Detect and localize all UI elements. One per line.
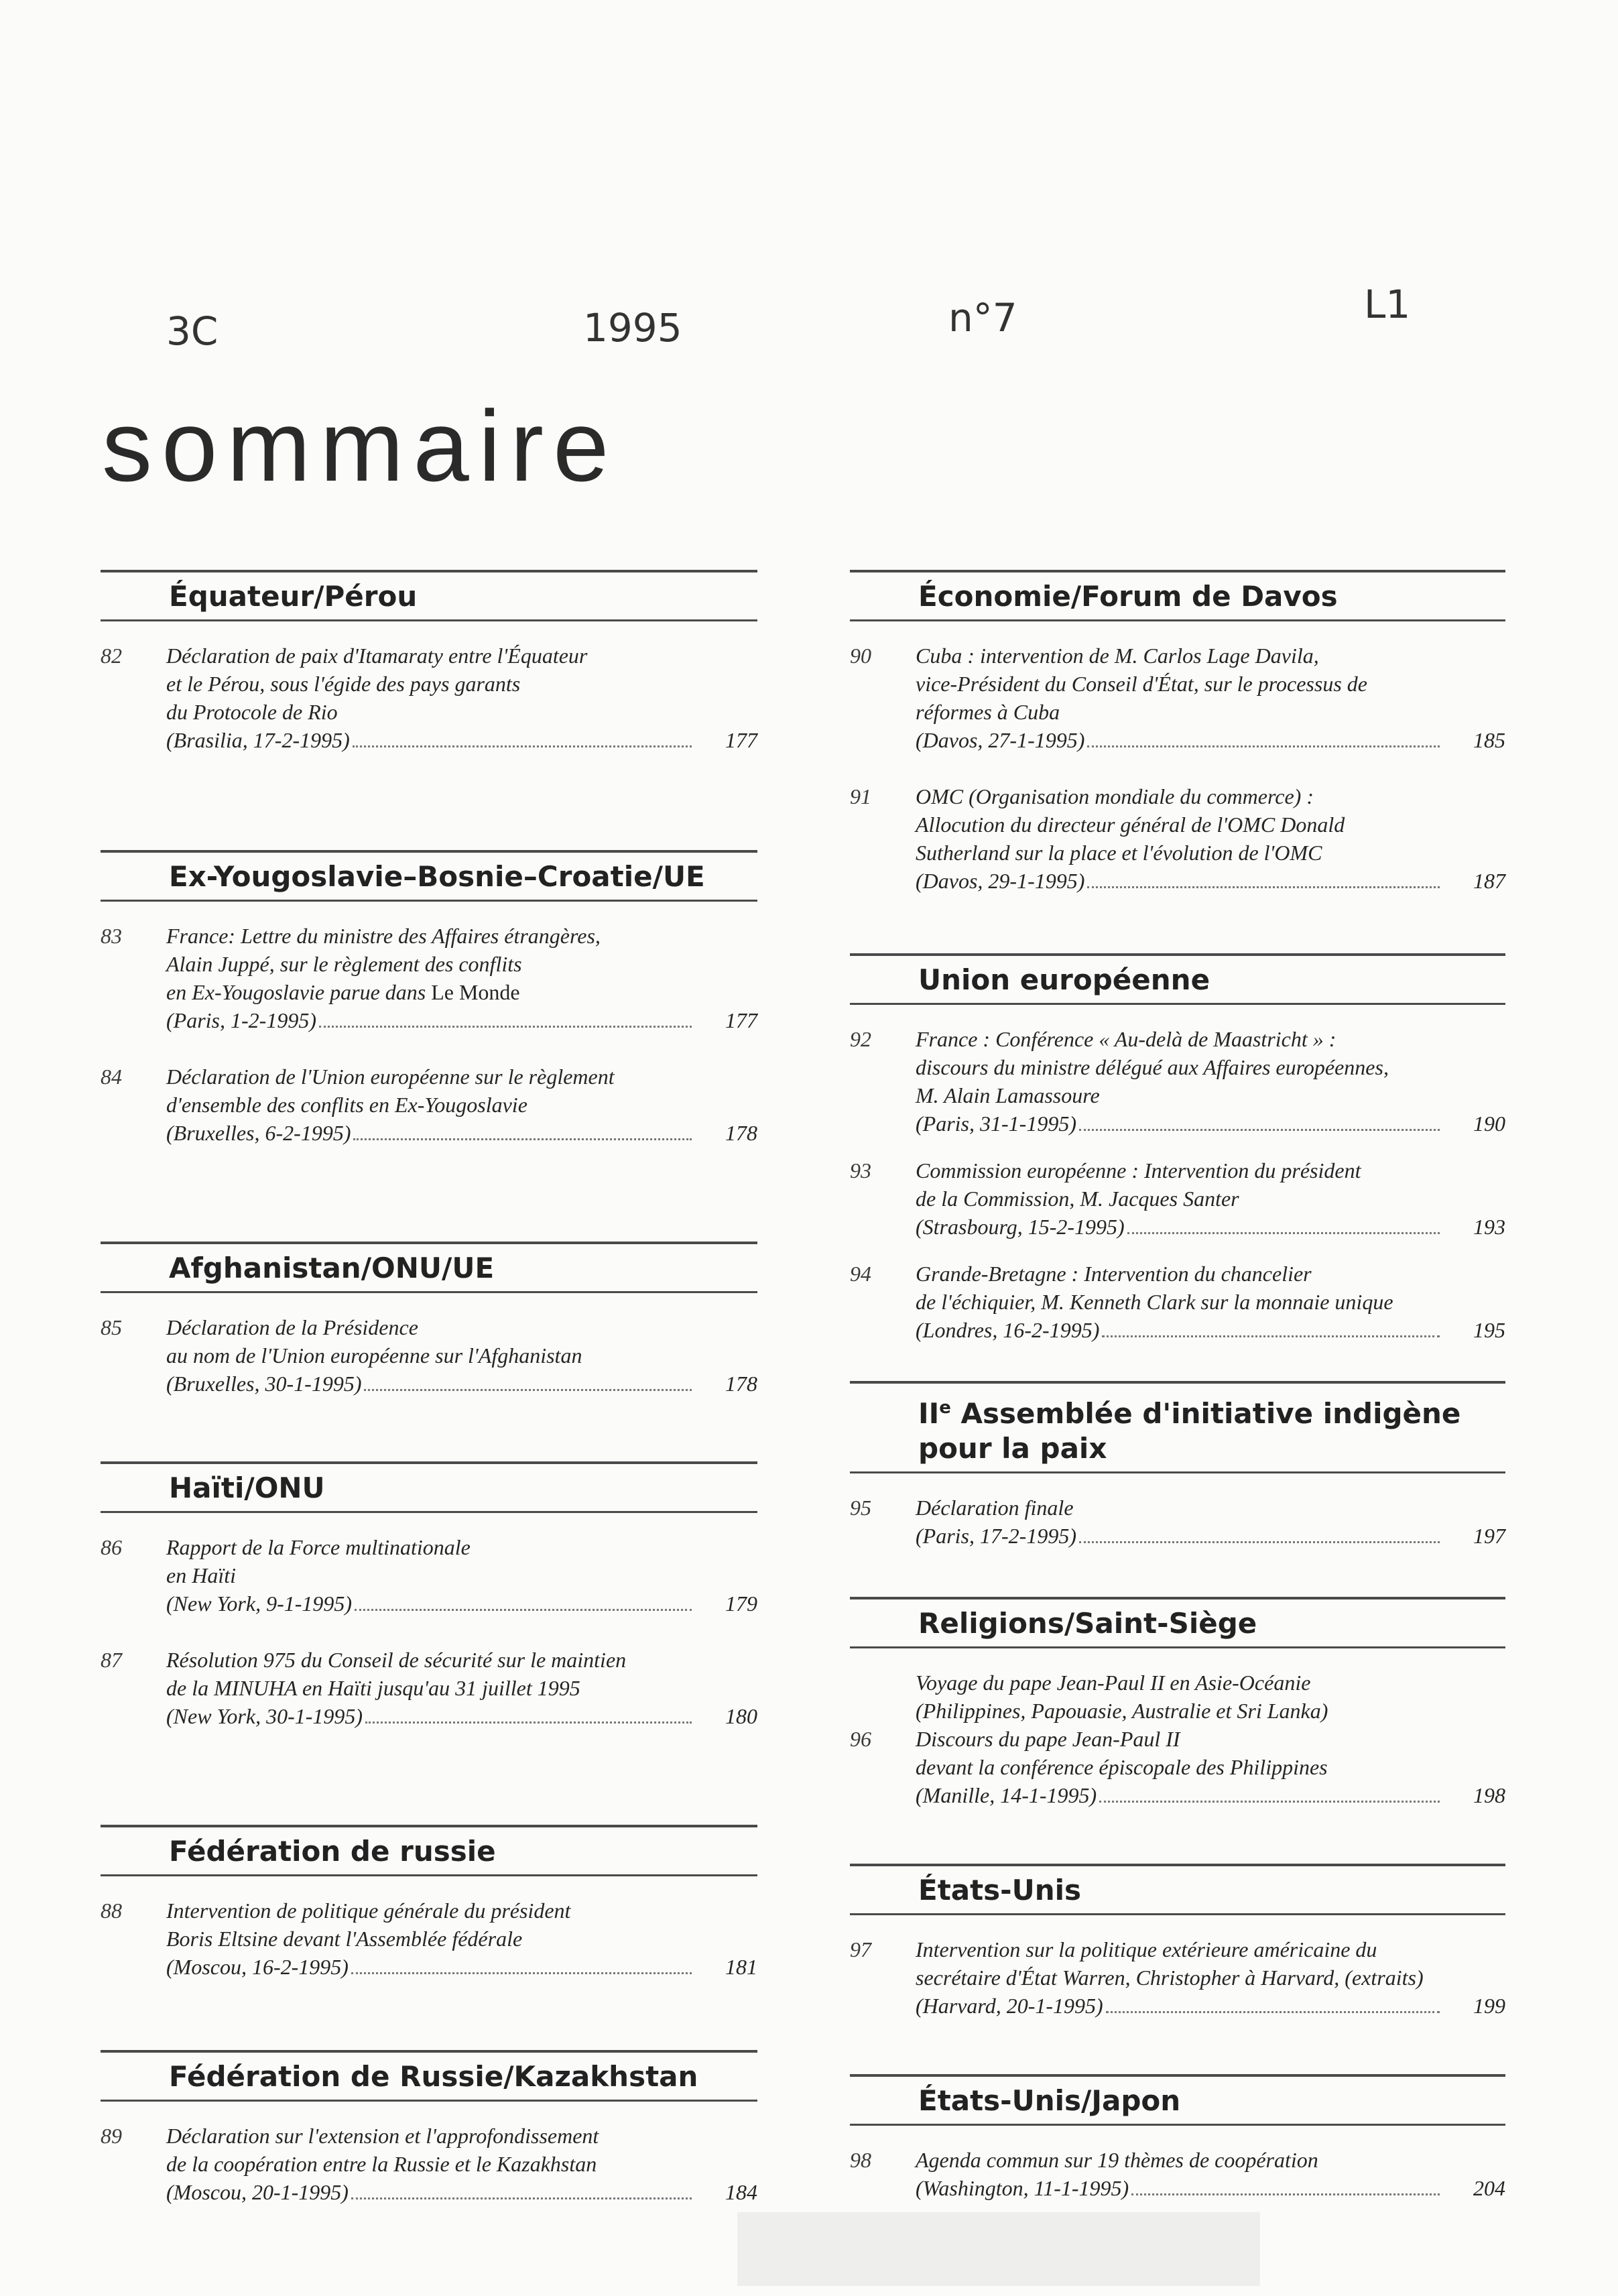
entry-text: Déclaration sur l'extension et l'approfondissement de la coopération entre la Russie et le Kazakhstan bbox=[166, 2124, 599, 2176]
page-number: 197 bbox=[1473, 1524, 1505, 1548]
entry-number: 82 bbox=[101, 644, 122, 668]
toc-entry bbox=[850, 1260, 1505, 1344]
entry-number: 96 bbox=[850, 1727, 871, 1751]
entry-source-line: (New York, 9-1-1995) 179 bbox=[166, 1589, 757, 1618]
entry-source-line: (Moscou, 20-1-1995) 184 bbox=[166, 2178, 757, 2206]
entry-text: Grande-Bretagne : Intervention du chancelier de l'échiquier, M. Kenneth Clark sur la monnaie unique bbox=[916, 1262, 1393, 1314]
toc-section bbox=[101, 2050, 757, 2234]
page-number: 177 bbox=[725, 728, 757, 752]
toc-entry bbox=[101, 1313, 757, 1398]
entry-text: Commission européenne : Intervention du président de la Commission, M. Jacques Santer bbox=[916, 1158, 1361, 1211]
section-header: IIe Assemblée d'initiative indigène pour la paix bbox=[850, 1381, 1505, 1473]
toc-entry bbox=[101, 2122, 757, 2206]
toc-section bbox=[101, 570, 757, 782]
section-header: Union européenne bbox=[850, 953, 1505, 1005]
toc-entry bbox=[101, 1533, 757, 1618]
page-number: 195 bbox=[1473, 1318, 1505, 1342]
entry-text: Rapport de la Force multinationale en Haïti bbox=[166, 1535, 471, 1587]
toc-entry bbox=[101, 1063, 757, 1147]
page-number: 179 bbox=[725, 1591, 757, 1616]
entry-text: Résolution 975 du Conseil de sécurité sur le maintien de la MINUHA en Haïti jusqu'au 31 juillet 1995 bbox=[166, 1648, 627, 1700]
page-number: 199 bbox=[1473, 1994, 1505, 2018]
entry-source-line: (New York, 30-1-1995) 180 bbox=[166, 1702, 757, 1730]
entry-source-line: (Strasbourg, 15-2-1995) 193 bbox=[916, 1213, 1505, 1241]
entry-source-line: (Moscou, 16-2-1995) 181 bbox=[166, 1953, 757, 1981]
page-title: sommaire bbox=[102, 389, 619, 502]
entry-text: Déclaration de l'Union européenne sur le règlement d'ensemble des conflits en Ex-Yougoslavie bbox=[166, 1065, 615, 1117]
entry-text: Déclaration finale bbox=[916, 1496, 1074, 1520]
entry-source-line: (Washington, 11-1-1995) 204 bbox=[916, 2174, 1505, 2202]
toc-entry bbox=[101, 1896, 757, 1981]
toc-section bbox=[101, 1825, 757, 2009]
entry-number: 94 bbox=[850, 1262, 871, 1286]
section-header: Religions/Saint-Siège bbox=[850, 1597, 1505, 1648]
entry-number: 93 bbox=[850, 1158, 871, 1183]
toc-entry bbox=[850, 1025, 1505, 1138]
entry-text: Intervention de politique générale du président Boris Eltsine devant l'Assemblée fédérale bbox=[166, 1898, 571, 1951]
toc-entry bbox=[101, 642, 757, 754]
entry-source-line: (Paris, 17-2-1995) 197 bbox=[916, 1522, 1505, 1550]
entry-text: Agenda commun sur 19 thèmes de coopération bbox=[916, 2148, 1318, 2172]
page-number: 190 bbox=[1473, 1111, 1505, 1136]
toc-entry bbox=[850, 1725, 1505, 1809]
section-header: Ex-Yougoslavie–Bosnie–Croatie/UE bbox=[101, 850, 757, 902]
toc-section bbox=[101, 1461, 757, 1758]
section-header: Afghanistan/ONU/UE bbox=[101, 1242, 757, 1293]
entry-text: France: Lettre du ministre des Affaires étrangères, Alain Juppé, sur le règlement des conflits en Ex-Yougoslavie parue dans Le Monde bbox=[166, 924, 601, 1004]
toc-entry bbox=[850, 1156, 1505, 1241]
entry-source-line: (Manille, 14-1-1995) 198 bbox=[916, 1781, 1505, 1809]
page-number: 184 bbox=[725, 2180, 757, 2204]
entry-number: 88 bbox=[101, 1898, 122, 1923]
handwritten-note-number: n°7 bbox=[948, 295, 1017, 341]
entry-source-line: (Brasilia, 17-2-1995) 177 bbox=[166, 726, 757, 754]
entry-text: Déclaration de paix d'Itamaraty entre l'Équateur et le Pérou, sous l'égide des pays garants du Protocole de Rio bbox=[166, 644, 588, 724]
entry-number: 91 bbox=[850, 784, 871, 808]
entry-number: 92 bbox=[850, 1027, 871, 1051]
entry-source-line: (Bruxelles, 30-1-1995) 178 bbox=[166, 1370, 757, 1398]
section-header: Haïti/ONU bbox=[101, 1461, 757, 1513]
page-number: 178 bbox=[725, 1121, 757, 1145]
entry-number: 89 bbox=[101, 2124, 122, 2148]
entry-text: Discours du pape Jean-Paul II devant la conférence épiscopale des Philippines bbox=[916, 1727, 1328, 1779]
page-number: 193 bbox=[1473, 1215, 1505, 1239]
section-header: Fédération de Russie/Kazakhstan bbox=[101, 2050, 757, 2102]
page-number: 178 bbox=[725, 1372, 757, 1396]
page-number: 185 bbox=[1473, 728, 1505, 752]
entry-text: Intervention sur la politique extérieure américaine du secrétaire d'État Warren, Christopher à Harvard, (extraits) bbox=[916, 1937, 1424, 1990]
toc-section bbox=[850, 1381, 1505, 1578]
entry-text: France : Conférence « Au-delà de Maastricht » : discours du ministre délégué aux Affaires européennes, M. Alain Lamassoure bbox=[916, 1027, 1389, 1107]
toc-section bbox=[101, 1242, 757, 1426]
entry-number: 98 bbox=[850, 2148, 871, 2172]
entry-number: 95 bbox=[850, 1496, 871, 1520]
section-header: Économie/Forum de Davos bbox=[850, 570, 1505, 621]
entry-source-line: (Paris, 31-1-1995) 190 bbox=[916, 1109, 1505, 1138]
page-number: 177 bbox=[725, 1008, 757, 1032]
entry-number: 97 bbox=[850, 1937, 871, 1961]
page-number: 180 bbox=[725, 1704, 757, 1728]
toc-section bbox=[850, 1597, 1505, 1837]
section-header: Équateur/Pérou bbox=[101, 570, 757, 621]
entry-number: 86 bbox=[101, 1535, 122, 1559]
entry-source-line: (Londres, 16-2-1995) 195 bbox=[916, 1316, 1505, 1344]
page-number: 204 bbox=[1473, 2176, 1505, 2200]
page-number: 181 bbox=[725, 1955, 757, 1979]
toc-entry bbox=[850, 1935, 1505, 2020]
toc-entry bbox=[101, 1646, 757, 1730]
scan-smudge bbox=[737, 2212, 1260, 2286]
toc-section bbox=[101, 850, 757, 1175]
entry-number: 83 bbox=[101, 924, 122, 948]
toc-entry bbox=[850, 642, 1505, 754]
entry-number: 90 bbox=[850, 644, 871, 668]
section-header: États-Unis/Japon bbox=[850, 2074, 1505, 2126]
toc-entry bbox=[850, 782, 1505, 895]
handwritten-note-code: L1 bbox=[1364, 282, 1411, 327]
entry-source-line: (Davos, 27-1-1995) 185 bbox=[916, 726, 1505, 754]
section-header: États-Unis bbox=[850, 1864, 1505, 1915]
toc-entry bbox=[850, 2146, 1505, 2202]
section-header: Fédération de russie bbox=[101, 1825, 757, 1876]
toc-section bbox=[850, 570, 1505, 923]
entry-number: 87 bbox=[101, 1648, 122, 1672]
page-number: 187 bbox=[1473, 869, 1505, 893]
entry-number: 85 bbox=[101, 1315, 122, 1339]
handwritten-note-year: 1995 bbox=[583, 305, 682, 351]
entry-source-line: (Bruxelles, 6-2-1995) 178 bbox=[166, 1119, 757, 1147]
toc-section bbox=[850, 1864, 1505, 2048]
handwritten-note-1: 3C bbox=[166, 308, 219, 354]
entry-source-line: (Paris, 1-2-1995) 177 bbox=[166, 1006, 757, 1034]
toc-section bbox=[850, 953, 1505, 1372]
entry-text: OMC (Organisation mondiale du commerce) : Allocution du directeur général de l'OMC Donald Sutherland sur la place et l'évolution de l'OMC bbox=[916, 784, 1345, 865]
entry-source-line: (Davos, 29-1-1995) 187 bbox=[916, 867, 1505, 895]
section-intro: Voyage du pape Jean-Paul II en Asie-Océanie (Philippines, Papouasie, Australie et Sri Lanka) bbox=[916, 1671, 1328, 1723]
toc-entry bbox=[850, 1494, 1505, 1550]
toc-section bbox=[850, 2074, 1505, 2230]
entry-source-line: (Harvard, 20-1-1995) 199 bbox=[916, 1992, 1505, 2020]
entry-text: Cuba : intervention de M. Carlos Lage Davila, vice-Président du Conseil d'État, sur le processus de réformes à Cuba bbox=[916, 644, 1367, 724]
entry-number: 84 bbox=[101, 1065, 122, 1089]
toc-entry bbox=[101, 922, 757, 1034]
entry-text: Déclaration de la Présidence au nom de l'Union européenne sur l'Afghanistan bbox=[166, 1315, 582, 1368]
page-number: 198 bbox=[1473, 1783, 1505, 1807]
